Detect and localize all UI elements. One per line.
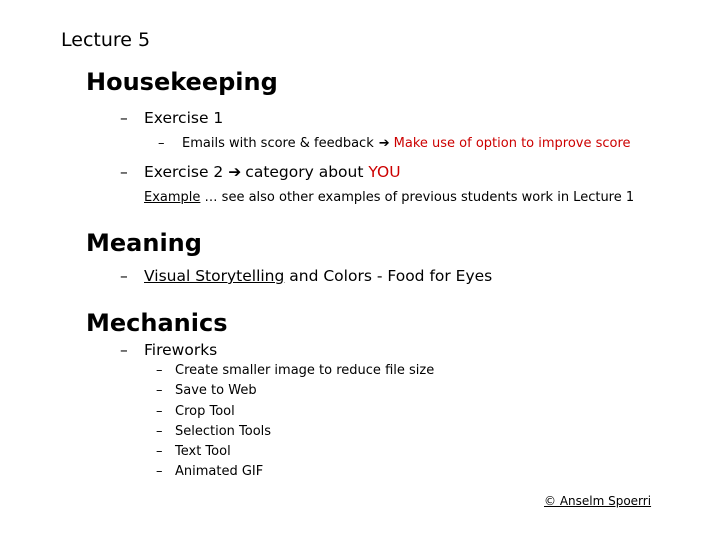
example-link[interactable]: Example — [144, 190, 201, 205]
sub-bullet-selection-tools: – Selection Tools — [156, 424, 272, 439]
heading-meaning: Meaning — [86, 229, 202, 257]
copyright-link[interactable]: © Anselm Spoerri — [544, 494, 652, 508]
sub-bullet-animated-gif: – Animated GIF — [156, 464, 264, 479]
lecture-title: Lecture 5 — [61, 29, 151, 51]
you-highlight: YOU — [368, 163, 401, 181]
sub-bullet-create-smaller-image: – Create smaller image to reduce file size — [156, 363, 435, 378]
visual-storytelling-link[interactable]: Visual Storytelling — [144, 267, 285, 285]
sub-bullet-save-to-web: – Save to Web — [156, 383, 257, 398]
heading-mechanics: Mechanics — [86, 309, 228, 337]
heading-housekeeping: Housekeeping — [86, 68, 278, 96]
bullet-exercise-1: – Exercise 1 — [120, 109, 224, 127]
arrow-right-icon: ➔ — [378, 136, 390, 151]
arrow-right-icon: ➔ — [228, 163, 242, 181]
bullet-exercise-2: – Exercise 2 ➔ category about YOU — [120, 163, 401, 181]
example-line: Example … see also other examples of previous students work in Lecture 1 — [144, 190, 635, 205]
bullet-fireworks: – Fireworks — [120, 341, 218, 359]
sub-bullet-text-tool: – Text Tool — [156, 444, 231, 459]
bullet-visual-storytelling: – Visual Storytelling and Colors - Food for Eyes — [120, 267, 493, 285]
sub-bullet-crop-tool: – Crop Tool — [156, 404, 235, 419]
sub-bullet-emails: – Emails with score & feedback ➔ Make use of option to improve score — [158, 136, 631, 151]
improve-score-note: Make use of option to improve score — [393, 136, 631, 151]
